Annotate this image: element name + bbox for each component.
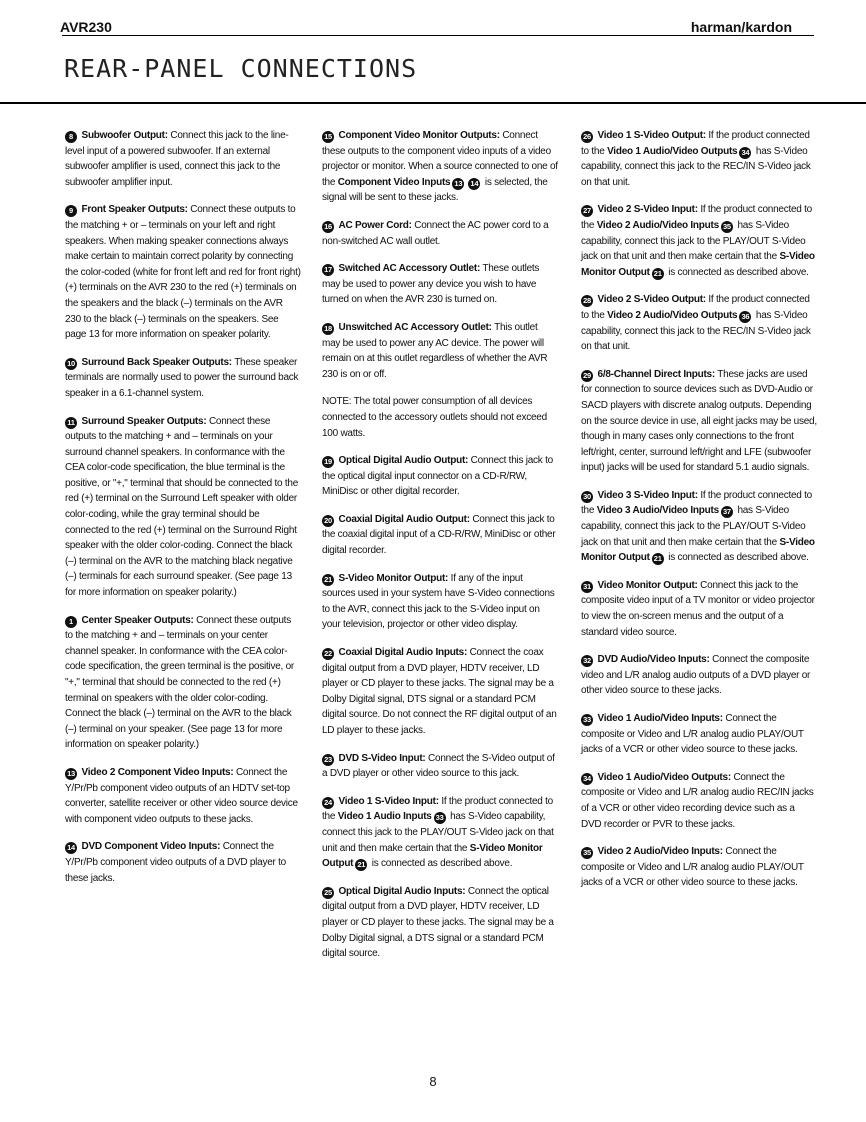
item-text: has S-Video capability, connect this jack to the REC/IN S-Video jack on that unit. bbox=[581, 309, 811, 353]
item-heading: Video 2 Audio/Video Inputs: bbox=[597, 846, 723, 858]
title-rule bbox=[0, 102, 866, 104]
callout-number: 26 bbox=[581, 131, 593, 143]
callout-number: 19 bbox=[322, 456, 334, 468]
item-text: If the product connected to the bbox=[322, 795, 553, 823]
item-heading: Switched AC Accessory Outlet: bbox=[338, 263, 481, 275]
item-ref-label: Video 2 Audio/Video Outputs bbox=[607, 309, 738, 321]
item-heading: S-Video Monitor Output: bbox=[338, 572, 449, 584]
callout-ref: 21 bbox=[355, 859, 367, 871]
item-8 bbox=[65, 128, 301, 190]
item-text: If the product connected to the bbox=[581, 489, 812, 517]
callout-ref: 37 bbox=[721, 506, 733, 518]
item-heading: Coaxial Digital Audio Inputs: bbox=[338, 647, 468, 659]
column-2 bbox=[322, 128, 558, 974]
item-33 bbox=[581, 711, 817, 758]
item-31 bbox=[581, 578, 817, 640]
item-heading: DVD Audio/Video Inputs: bbox=[597, 654, 710, 666]
item-text: Connect these outputs to the matching + or – terminals on your left and right speakers. When making speaker connections always make certain to maintain correct polarity by connecting the color-coded (white for front left and red for front right) (+) terminals on the AVR 230 to the red (+) terminals on the speakers and the black (–) terminals on the AVR 230 to the black (–) terminals on the speakers. See page 13 for more information on speaker polarity. bbox=[65, 204, 301, 341]
item-text: If the product connected to the bbox=[581, 204, 812, 231]
item-18 bbox=[322, 320, 558, 382]
item-heading: Video 1 Audio/Video Inputs: bbox=[597, 713, 723, 724]
item-heading: Optical Digital Audio Inputs: bbox=[338, 885, 466, 897]
item-24 bbox=[322, 794, 558, 872]
item-heading: Video Monitor Output: bbox=[597, 579, 698, 591]
item-32 bbox=[581, 652, 817, 699]
callout-number: 11 bbox=[65, 417, 77, 429]
callout-number: 28 bbox=[581, 295, 593, 307]
callout-number: 17 bbox=[322, 264, 334, 276]
callout-number: 23 bbox=[322, 754, 334, 766]
item-text: Connect the composite video and L/R analog audio outputs of a DVD player or other video source to these jacks. bbox=[581, 654, 811, 697]
callout-number: 8 bbox=[65, 131, 77, 143]
page-number: 8 bbox=[429, 1074, 437, 1089]
item-heading: Video 1 S-Video Input: bbox=[338, 795, 439, 807]
callout-number: 27 bbox=[581, 205, 593, 217]
item-text: If any of the input sources used in your system have S-Video connections to the AVR, connect this jack to the S-Video input on your television, projector or other video display. bbox=[322, 572, 555, 631]
callout-number: 33 bbox=[581, 714, 593, 726]
item-28 bbox=[581, 292, 817, 354]
callout-ref: 13 bbox=[452, 178, 464, 190]
item-25 bbox=[322, 884, 558, 962]
callout-ref: 21 bbox=[652, 553, 664, 565]
item-text: has S-Video capability, connect this jack to the PLAY/OUT S-Video jack on that unit and then make certain that the bbox=[581, 505, 806, 548]
item-ref-label: S-Video Monitor Output bbox=[322, 842, 543, 870]
item-23 bbox=[322, 751, 558, 782]
callout-number: 32 bbox=[581, 655, 593, 667]
item-text: If the product connected to the bbox=[581, 294, 810, 321]
item-text: Connect the Y/Pr/Pb component video outputs of a DVD player to these jacks. bbox=[65, 841, 286, 884]
item-text: If the product connected to the bbox=[581, 130, 810, 157]
callout-number: 34 bbox=[581, 773, 593, 785]
item-heading: Subwoofer Output: bbox=[81, 130, 168, 141]
callout-ref: 36 bbox=[739, 311, 751, 323]
item-heading: Video 1 S-Video Output: bbox=[597, 130, 706, 141]
callout-ref: 34 bbox=[739, 147, 751, 159]
page-title: REAR-PANEL CONNECTIONS bbox=[64, 54, 418, 83]
item-text: Connect the optical digital output from a DVD player, HDTV receiver, LD player or CD player to these jacks. The signal may be a Dolby Digital signal, a DTS signal or a standard PCM digital source. bbox=[322, 885, 554, 960]
item-ref-label: Video 1 Audio Inputs bbox=[337, 811, 432, 823]
item-15 bbox=[322, 128, 558, 206]
item-text: Connect the Y/Pr/Pb component video outputs of an HDTV set-top converter, satellite receiver or other video source device with component video outputs to these jacks. bbox=[65, 766, 298, 825]
callout-number: 21 bbox=[322, 574, 334, 586]
callout-number: 25 bbox=[322, 887, 334, 899]
callout-number: 14 bbox=[65, 842, 77, 854]
item-13 bbox=[65, 765, 301, 827]
item-text: Connect this jack to the optical digital input connector on a CD-R/RW, MiniDisc or other digital recorder. bbox=[322, 455, 553, 498]
item-text: Connect the S-Video output of a DVD player or other video source to this jack. bbox=[322, 752, 555, 780]
item-text: Connect the coax digital output from a DVD player, HDTV receiver, LD player or CD player to these jacks. The signal may be a Dolby Digital signal, DTS signal or a standard PCM digital source. Do not connect the RF digital output of an LD player to these jacks. bbox=[322, 647, 557, 736]
callout-number: 20 bbox=[322, 515, 334, 527]
item-text: has S-Video capability, connect this jack to the PLAY/OUT S-Video jack on that unit and then make certain that the bbox=[581, 219, 806, 263]
item-text: Connect the composite or Video and L/R analog audio PLAY/OUT jacks of a VCR or other video source to these jacks. bbox=[581, 713, 804, 756]
callout-number: 13 bbox=[65, 768, 77, 780]
callout-number: 24 bbox=[322, 797, 334, 809]
item-heading: Coaxial Digital Audio Output: bbox=[338, 513, 470, 525]
callout-number: 10 bbox=[65, 358, 77, 370]
callout-number: 16 bbox=[322, 221, 334, 233]
callout-number: 22 bbox=[322, 648, 334, 660]
item-heading: Video 2 S-Video Input: bbox=[597, 204, 698, 216]
callout-number: 1 bbox=[65, 616, 77, 628]
callout-ref: 14 bbox=[468, 178, 480, 190]
item-10 bbox=[65, 355, 301, 402]
callout-ref: 33 bbox=[434, 812, 446, 824]
item-heading: Surround Back Speaker Outputs: bbox=[81, 356, 232, 368]
item-14 bbox=[65, 839, 301, 886]
item-heading: Unswitched AC Accessory Outlet: bbox=[338, 321, 492, 333]
item-ref-label: S-Video Monitor Output bbox=[581, 536, 815, 564]
item-21 bbox=[322, 571, 558, 633]
item-text: is selected, the signal will be sent to these jacks. bbox=[322, 176, 548, 204]
item-heading: 6/8-Channel Direct Inputs: bbox=[597, 368, 715, 380]
item-heading: Center Speaker Outputs: bbox=[81, 614, 194, 626]
item-11 bbox=[65, 414, 301, 601]
item-text: Connect this jack to the line-level input of a powered subwoofer. If an external subwoofer amplifier is used, connect this jack to the subwoofer amplifier input. bbox=[65, 130, 289, 188]
item-heading: Component Video Monitor Outputs: bbox=[338, 130, 500, 141]
item-20 bbox=[322, 512, 558, 559]
item-heading: Optical Digital Audio Output: bbox=[338, 455, 469, 467]
item-heading: Video 2 S-Video Output: bbox=[597, 294, 706, 306]
item-text: is connected as described above. bbox=[668, 552, 809, 564]
header-model: AVR230 bbox=[60, 19, 112, 35]
item-17 bbox=[322, 261, 558, 308]
item-27 bbox=[581, 202, 817, 280]
item-34 bbox=[581, 770, 817, 832]
callout-number: 35 bbox=[581, 847, 593, 859]
item-heading: Video 3 S-Video Input: bbox=[597, 489, 698, 501]
item-text: is connected as described above. bbox=[668, 266, 809, 278]
item-22 bbox=[322, 645, 558, 739]
item-heading: DVD S-Video Input: bbox=[338, 752, 426, 764]
item-text: Connect the composite or Video and L/R analog audio PLAY/OUT jacks of a VCR or other video source to these jacks. bbox=[581, 846, 804, 889]
item-heading: Front Speaker Outputs: bbox=[81, 204, 188, 216]
item-text: Connect the composite or Video and L/R analog audio REC/IN jacks of a VCR or other video recording device such as a DVD recorder or PVR to these jacks. bbox=[581, 771, 814, 830]
item-heading: Video 1 Audio/Video Outputs: bbox=[597, 771, 731, 783]
item-ref-label: Video 3 Audio/Video Inputs bbox=[596, 505, 719, 517]
callout-number: 18 bbox=[322, 323, 334, 335]
item-35 bbox=[581, 844, 817, 891]
power-note: NOTE: The total power consumption of all devices connected to the accessory outlets should not exceed 100 watts. bbox=[322, 396, 547, 439]
item-text: This outlet may be used to power any AC device. The power will remain on at this outlet regardless of whether the AVR 230 is on or off. bbox=[322, 321, 548, 380]
item-26 bbox=[581, 128, 817, 190]
item-ref-label: Component Video Inputs bbox=[337, 176, 451, 188]
item-text: Connect this jack to the coaxial digital input of a CD-R/RW, MiniDisc or other digital recorder. bbox=[322, 513, 556, 557]
item-text: These jacks are used for connection to source devices such as DVD-Audio or SACD players with discrete analog outputs. Depending on the source device in use, all eight jacks may be used, though in many cases only connections to the front left/right, center, surround left/right and LFE (subwoofer input) jacks will be used for standard 5.1 audio signals. bbox=[581, 368, 817, 474]
column-3 bbox=[581, 128, 817, 903]
callout-number: 15 bbox=[322, 131, 334, 143]
callout-number: 9 bbox=[65, 205, 77, 217]
item-text: has S-Video capability, connect this jack to the REC/IN S-Video jack on that unit. bbox=[581, 145, 811, 188]
item-19 bbox=[322, 453, 558, 500]
item-text: is connected as described above. bbox=[371, 858, 513, 870]
item-text: These speaker terminals are normally used to power the surround back speaker in a 6.1-channel system. bbox=[65, 356, 299, 399]
item-text: Connect this jack to the composite video input of a TV monitor or video projector to view the on-screen menus and the output of a standard video source. bbox=[581, 579, 815, 638]
header-brand: harman/kardon bbox=[690, 19, 792, 35]
callout-number: 30 bbox=[581, 491, 593, 503]
item-30 bbox=[581, 488, 817, 566]
item-ref-label: S-Video Monitor Output bbox=[581, 251, 815, 278]
item-ref-label: Video 1 Audio/Video Outputs bbox=[607, 145, 738, 157]
item-heading: DVD Component Video Inputs: bbox=[81, 841, 221, 853]
item-9 bbox=[65, 202, 301, 342]
callout-ref: 35 bbox=[721, 221, 733, 233]
column-1 bbox=[65, 128, 301, 898]
item-29 bbox=[581, 367, 817, 476]
item-text: Connect these outputs to the matching + and – terminals on your center channel speaker. In conformance with the CEA color-code specification, the green terminal is the positive, or "+," terminal that should be connected to the red (+) terminal on speakers with the older color-coding. Connect the black (–) terminal on the AVR to the black (–) terminal on your speaker. (See page 13 for more information on speaker polarity.) bbox=[65, 614, 294, 751]
item-text: These outlets may be used to power any device you wish to have turned on when the AVR 230 is turned on. bbox=[322, 263, 540, 306]
item-heading: AC Power Cord: bbox=[338, 219, 412, 231]
item-heading: Surround Speaker Outputs: bbox=[81, 415, 207, 427]
item-ref-label: Video 2 Audio/Video Inputs bbox=[596, 219, 719, 231]
header-rule bbox=[62, 35, 814, 36]
callout-number: 31 bbox=[581, 581, 593, 593]
item-heading: Video 2 Component Video Inputs: bbox=[81, 766, 234, 778]
item-text: Connect these outputs to the component video inputs of a video projector or monitor. When a source connected to one of the bbox=[322, 130, 558, 188]
callout-number: 29 bbox=[581, 370, 593, 382]
item-12 bbox=[65, 613, 301, 753]
callout-ref: 21 bbox=[652, 268, 664, 280]
item-text: Connect these outputs to the matching + and – terminals on your surround channel speakers. In conformance with the CEA color-code specification, the blue terminal is the positive, or "+," terminal that should be connected to the red (+) terminal on the Surround Left speaker with older color-coding, while the gray terminal should be connected to the red (+) terminal on the Surround Right speaker with the older color-coding. Connect the black (–) terminal on the AVR to the matching black negative (–) terminals for each surround speaker. (See page 13 for more information on speaker polarity.) bbox=[65, 415, 299, 599]
item-16 bbox=[322, 218, 558, 249]
item-text: has S-Video capability, connect this jack to the PLAY/OUT S-Video jack on that unit and then make certain that the bbox=[322, 811, 554, 854]
item-text: Connect the AC power cord to a non-switched AC wall outlet. bbox=[322, 219, 549, 247]
